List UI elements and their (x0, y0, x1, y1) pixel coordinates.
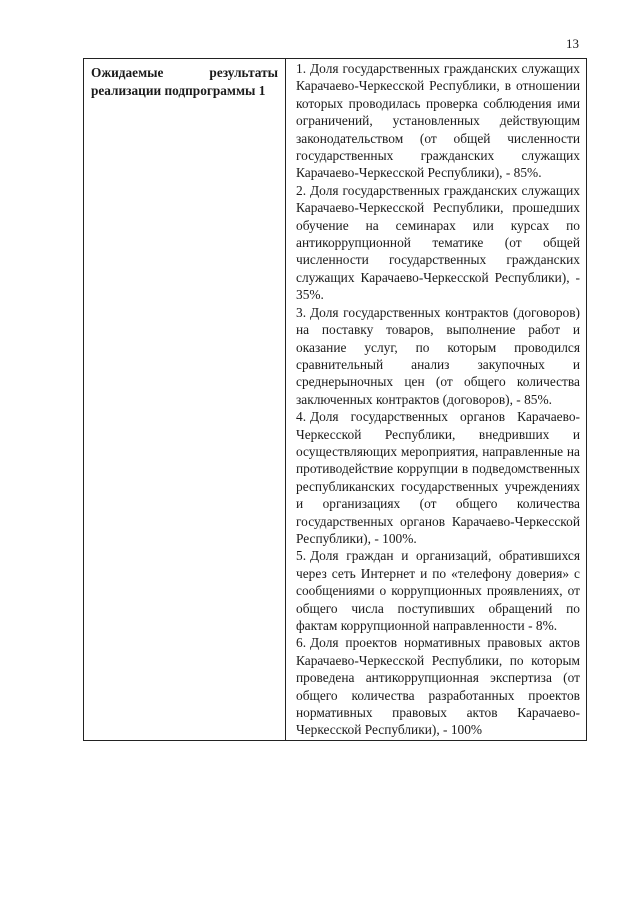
result-item-3 (296, 304, 580, 408)
label-cell (84, 59, 286, 741)
results-table (83, 58, 587, 741)
item-number: 3. (296, 304, 307, 320)
row-label: Ожидаемые результаты реализации подпрограммы 1 (91, 65, 278, 98)
item-text: Доля государственных гражданских служащих Карачаево-Черкесской Республики, прошедших обучение на семинарах или курсах по антикоррупционной тематике (от общей численности государственных гражданских служащих Карачаево-Черкесской Республики), - 35%. (296, 182, 580, 303)
result-item-4 (296, 408, 580, 547)
item-number: 5. (296, 548, 307, 564)
item-text: Доля государственных органов Карачаево-Черкесской Республики, внедривших и осуществляющих мероприятия, направленные на противодействие коррупции в подведомственных республиканских государственных учреждениях и организациях (от общего количества государственных органов Карачаево-Черкесской Республики), - 100%. (296, 409, 580, 546)
result-item-5 (296, 547, 580, 634)
item-number: 1. (296, 61, 307, 76)
result-item-1 (296, 60, 580, 182)
table-row (84, 59, 587, 741)
item-text: Доля проектов нормативных правовых актов Карачаево-Черкесской Республики, по которым проведена антикоррупционная экспертиза (от общего количества разработанных проектов нормативных правовых актов Карачаево-Черкесской Республики), - 100% (296, 635, 580, 738)
item-number: 2. (296, 182, 307, 198)
item-text: Доля государственных контрактов (договоров) на поставку товаров, выполнение работ и оказание услуг, по которым проводился сравнительный анализ закупочных и среднерыночных цен (от общего количества заключенных контрактов (договоров), - 85%. (296, 304, 580, 407)
item-text: Доля граждан и организаций, обратившихся через сеть Интернет и по «телефону доверия» с сообщениями о коррупционных проявлениях, от общего числа поступивших обращений по фактам коррупционной направленности - 8%. (296, 548, 580, 633)
result-item-2 (296, 182, 580, 304)
page-number: 13 (566, 36, 579, 51)
content-cell (286, 59, 587, 741)
result-item-6 (296, 634, 580, 738)
item-number: 4. (296, 409, 307, 425)
item-number: 6. (296, 635, 307, 651)
item-text: Доля государственных гражданских служащих Карачаево-Черкесской Республики, в отношении которых проводилась проверка соблюдения ими ограничений, установленных действующим законодательством (от общей численности государственных гражданских служащих Карачаево-Черкесской Республики), - 85%. (296, 61, 580, 181)
